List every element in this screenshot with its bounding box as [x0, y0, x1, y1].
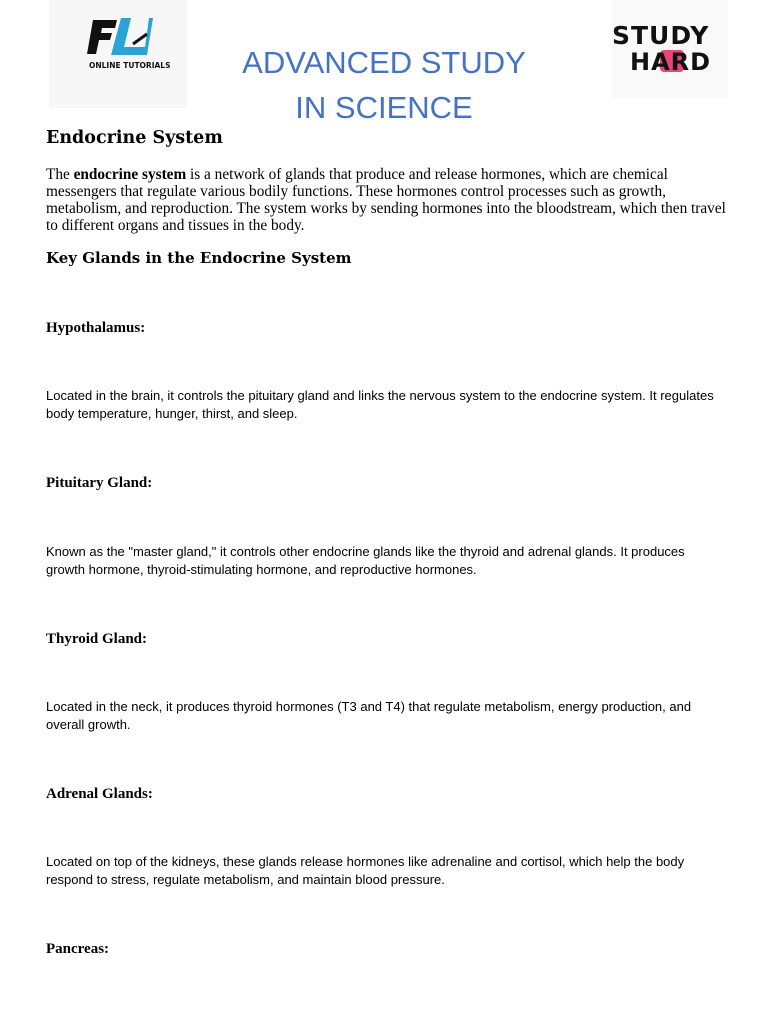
gland-desc-adrenal: Located on top of the kidneys, these glands release hormones like adrenaline and cortisol, which help the body respond to stress, regulate metabolism, and maintain blood pressure. — [46, 854, 685, 887]
gland-name-adrenal: Adrenal Glands: — [46, 786, 153, 802]
online-tutorials-logo — [49, 0, 187, 108]
intro-bold-term: endocrine system — [73, 166, 187, 183]
fl-logo-mark — [87, 14, 171, 72]
intro-text: is a network of glands that produce and release hormones, which are chemical messengers that regulate various bodily functions. These hormones control processes such as growth, metabolism, and reproduction. The system works by sending hormones into the bloodstream, which then travel to different organs and tissues in the body. — [46, 166, 726, 234]
key-glands-heading: Key Glands in the Endocrine System — [46, 249, 352, 267]
logo-left-text: ONLINE TUTORIALS — [89, 61, 171, 70]
intro-prefix: The — [46, 166, 74, 183]
gland-name-hypothalamus: Hypothalamus: — [46, 320, 146, 336]
section-heading: Endocrine System — [46, 128, 223, 148]
study-hard-logo — [612, 0, 728, 98]
gland-desc-hypothalamus: Located in the brain, it controls the pituitary gland and links the nervous system to the endocrine system. It regulates body temperature, hunger, thirst, and sleep. — [46, 388, 714, 421]
logo-right-line1: STUDY — [612, 21, 710, 50]
gland-desc-pituitary: Known as the "master gland," it controls other endocrine glands like the thyroid and adrenal glands. It produces growth hormone, thyroid-stimulating hormone, and reproductive hormones. — [46, 544, 685, 577]
gland-name-thyroid: Thyroid Gland: — [46, 631, 148, 647]
gland-desc-thyroid: Located in the neck, it produces thyroid hormones (T3 and T4) that regulate metabolism, energy production, and overall growth. — [46, 699, 692, 732]
gland-name-pituitary: Pituitary Gland: — [46, 475, 153, 491]
logo-right-line2: HARD — [630, 48, 712, 76]
title-line-2: IN SCIENCE — [295, 90, 473, 125]
title-line-1: ADVANCED STUDY — [242, 45, 526, 80]
intro-paragraph — [46, 166, 726, 234]
page-title — [184, 40, 584, 130]
gland-name-pancreas: Pancreas: — [46, 941, 110, 957]
